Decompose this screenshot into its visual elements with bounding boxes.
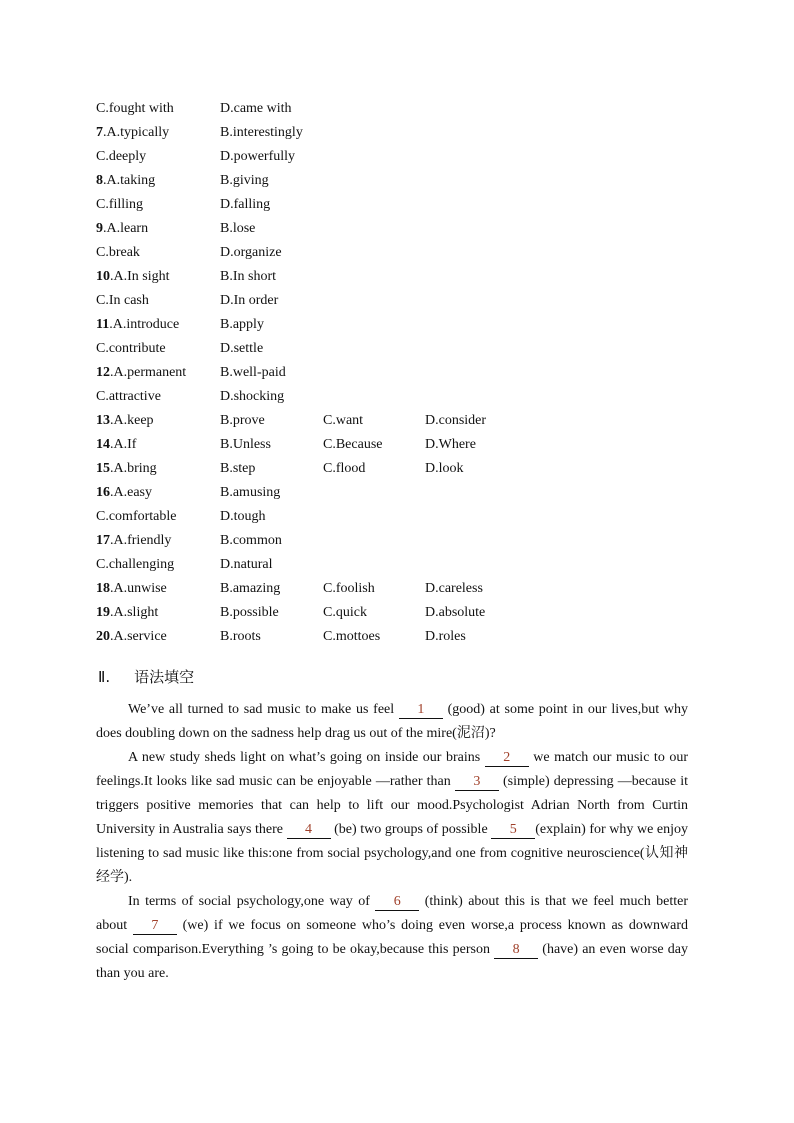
passage-text: (be) two groups of possible <box>330 822 492 837</box>
option-b: B.common <box>220 533 282 548</box>
option-b: B.amazing <box>220 581 281 596</box>
passage-paragraph <box>96 698 688 746</box>
option-b: D.falling <box>220 197 271 212</box>
passage-text: A new study sheds light on what’s going on inside our brains <box>128 750 485 765</box>
answer-blank[interactable]: 2 <box>485 750 529 767</box>
answer-blank[interactable]: 8 <box>494 942 538 959</box>
option-text: .A.introduce <box>109 317 180 332</box>
question-number: 14 <box>96 437 110 452</box>
section-number: Ⅱ. <box>98 668 111 686</box>
option-b: D.settle <box>220 341 264 356</box>
option-a <box>96 626 167 648</box>
option-c: C.Because <box>323 437 383 452</box>
option-text: C.filling <box>96 197 144 212</box>
answer-blank[interactable]: 1 <box>399 702 443 719</box>
option-a <box>96 434 136 456</box>
grammar-fill-passage <box>96 698 688 986</box>
question-number: 11 <box>96 317 110 332</box>
option-text: .A.service <box>110 629 167 644</box>
option-d: D.careless <box>425 581 483 596</box>
option-a <box>96 554 174 576</box>
question-number: 17 <box>96 533 110 548</box>
option-a <box>96 146 146 168</box>
question-number: 20 <box>96 629 110 644</box>
option-a <box>96 482 152 504</box>
passage-paragraph <box>96 746 688 890</box>
section-heading <box>98 666 194 688</box>
option-a <box>96 506 176 528</box>
option-text: C.challenging <box>96 557 175 572</box>
option-text: C.break <box>96 245 140 260</box>
option-a <box>96 122 169 144</box>
answer-blank[interactable]: 4 <box>287 822 331 839</box>
option-text: .A.bring <box>110 461 157 476</box>
passage-text: (explain) for why we enjoy listening to sad music like this:one from social psychology,and one from cognitive neuroscience(认知神经学). <box>96 822 688 885</box>
option-b: D.In order <box>220 293 279 308</box>
option-b: D.came with <box>220 101 292 116</box>
passage-text: We’ve all turned to sad music to make us feel <box>128 702 399 717</box>
answer-blank[interactable]: 6 <box>375 894 419 911</box>
option-text: .A.learn <box>103 221 149 236</box>
option-a <box>96 290 149 312</box>
passage-paragraph <box>96 890 688 986</box>
answer-blank[interactable]: 5 <box>491 822 535 839</box>
answer-blank[interactable]: 3 <box>455 774 499 791</box>
question-number: 9 <box>96 221 103 236</box>
option-d: D.absolute <box>425 605 486 620</box>
option-a <box>96 314 179 336</box>
option-text: .A.If <box>110 437 137 452</box>
option-text: .A.easy <box>110 485 152 500</box>
option-a <box>96 170 155 192</box>
option-a <box>96 602 158 624</box>
option-text: C.In cash <box>96 293 149 308</box>
option-c: C.flood <box>323 461 366 476</box>
option-c: C.quick <box>323 605 367 620</box>
question-number: 18 <box>96 581 110 596</box>
option-a <box>96 194 143 216</box>
option-b: B.possible <box>220 605 279 620</box>
option-text: .A.typically <box>103 125 170 140</box>
option-text: .A.permanent <box>110 365 187 380</box>
option-text: .A.unwise <box>110 581 167 596</box>
option-a <box>96 386 161 408</box>
option-b: D.natural <box>220 557 273 572</box>
answer-blank[interactable]: 7 <box>133 918 177 935</box>
option-b: B.interestingly <box>220 125 303 140</box>
option-c: C.mottoes <box>323 629 381 644</box>
question-number: 10 <box>96 269 110 284</box>
option-text: C.fought with <box>96 101 174 116</box>
option-d: D.look <box>425 461 464 476</box>
question-number: 12 <box>96 365 110 380</box>
option-text: .A.keep <box>110 413 154 428</box>
question-number: 16 <box>96 485 110 500</box>
option-d: D.consider <box>425 413 487 428</box>
option-b: D.organize <box>220 245 282 260</box>
option-b: B.well-paid <box>220 365 286 380</box>
question-number: 19 <box>96 605 110 620</box>
option-b: B.step <box>220 461 256 476</box>
section-title: 语法填空 <box>134 668 195 686</box>
option-d: D.Where <box>425 437 476 452</box>
option-b: B.apply <box>220 317 264 332</box>
option-a <box>96 218 148 240</box>
question-number: 7 <box>96 125 103 140</box>
passage-text: (good) at some point in our lives,but why does doubling down on the sadness help drag us out of the mire(泥沼)? <box>96 702 688 741</box>
option-b: B.lose <box>220 221 256 236</box>
option-a <box>96 362 186 384</box>
option-text: C.contribute <box>96 341 166 356</box>
question-number: 15 <box>96 461 110 476</box>
option-b: B.In short <box>220 269 276 284</box>
question-number: 8 <box>96 173 103 188</box>
option-a <box>96 530 171 552</box>
option-b: D.tough <box>220 509 266 524</box>
option-b: B.roots <box>220 629 261 644</box>
passage-text: we match our music to our feelings.It looks like sad music can be enjoyable —rather than <box>96 750 688 789</box>
option-b: B.Unless <box>220 437 271 452</box>
option-b: D.powerfully <box>220 149 296 164</box>
option-b: B.giving <box>220 173 269 188</box>
option-a <box>96 410 154 432</box>
option-a <box>96 266 170 288</box>
option-c: C.foolish <box>323 581 375 596</box>
option-a <box>96 458 157 480</box>
question-number: 13 <box>96 413 110 428</box>
option-a <box>96 242 140 264</box>
option-a <box>96 578 167 600</box>
option-text: .A.friendly <box>110 533 172 548</box>
option-text: C.deeply <box>96 149 147 164</box>
option-c: C.want <box>323 413 364 428</box>
option-text: C.attractive <box>96 389 161 404</box>
option-a <box>96 98 174 120</box>
passage-text: In terms of social psychology,one way of <box>128 894 376 909</box>
option-b: B.prove <box>220 413 265 428</box>
passage-text: (have) an even worse day than you are. <box>96 942 688 981</box>
option-text: C.comfortable <box>96 509 177 524</box>
option-b: B.amusing <box>220 485 281 500</box>
option-a <box>96 338 166 360</box>
option-text: .A.taking <box>103 173 156 188</box>
passage-text: (simple) depressing —because it triggers positive memories that can help to lift our mood.Psychologist Adrian North from Curtin University in Australia says there <box>96 774 688 837</box>
option-text: .A.slight <box>110 605 159 620</box>
option-d: D.roles <box>425 629 466 644</box>
passage-text: (we) if we focus on someone who’s doing even worse,a process known as downward social comparison.Everything ’s going to be okay,because this person <box>96 918 688 957</box>
option-text: .A.In sight <box>110 269 170 284</box>
option-b: D.shocking <box>220 389 285 404</box>
passage-text: (think) about this is that we feel much better about <box>96 894 688 933</box>
